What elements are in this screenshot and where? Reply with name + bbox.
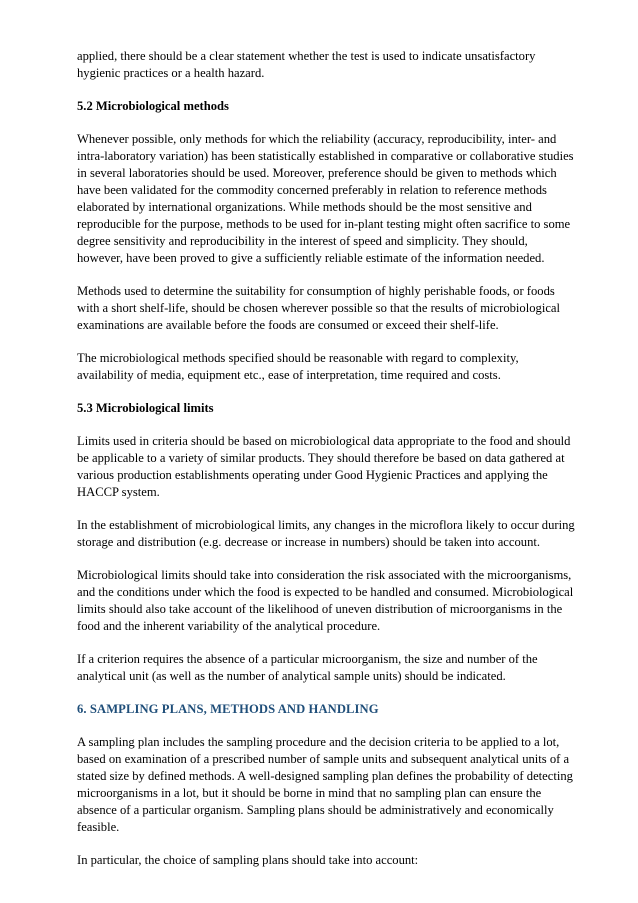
heading-5-2-microbiological-methods: 5.2 Microbiological methods <box>77 99 229 113</box>
paragraph-limits-microflora: In the establishment of microbiological limits, any changes in the microflora likely to occur during storage and distribution (e.g. decrease or increase in numbers) should be taken into account. <box>77 518 575 549</box>
paragraph-methods-reliability: Whenever possible, only methods for which the reliability (accuracy, reproducibility, inter- and intra-laboratory variation) has been statistically established in comparative or collaborative studies in several laboratories should be used. Moreover, preference should be given to methods which have been validated for the commodity concerned preferably in relation to reference methods elaborated by international organizations. While methods should be the most sensitive and reproducible for the purpose, methods to be used for in-plant testing might often sacrifice to some degree sensitivity and reproducibility in the interest of speed and simplicity. They should, however, have been proved to give a sufficiently reliable estimate of the information needed. <box>77 132 574 265</box>
heading-5-3-microbiological-limits: 5.3 Microbiological limits <box>77 401 214 415</box>
paragraph-absence-criterion: If a criterion requires the absence of a particular microorganism, the size and number of the analytical unit (as well as the number of analytical sample units) should be indicated. <box>77 652 538 683</box>
paragraph-sampling-plan-definition: A sampling plan includes the sampling procedure and the decision criteria to be applied to a lot, based on examination of a prescribed number of sample units and subsequent analytical units of a stated size by defined methods. A well-designed sampling plan defines the probability of detecting microorganisms in a lot, but it should be borne in mind that no sampling plan can ensure the absence of a particular organism. Sampling plans should be administratively and economically feasible. <box>77 735 573 834</box>
paragraph-limits-risk: Microbiological limits should take into consideration the risk associated with the microorganisms, and the conditions under which the food is expected to be handled and consumed. Microbiological limits should also take account of the likelihood of uneven distribution of microorganisms in the food and the inherent variability of the analytical procedure. <box>77 568 574 633</box>
paragraph-limits-data: Limits used in criteria should be based on microbiological data appropriate to the food and should be applicable to a variety of similar products. They should therefore be based on data gathered at various production establishments operating under Good Hygienic Practices and applying the HACCP system. <box>77 434 571 499</box>
heading-6-sampling-plans: 6. SAMPLING PLANS, METHODS AND HANDLING <box>77 702 379 716</box>
paragraph-perishable-foods: Methods used to determine the suitability for consumption of highly perishable foods, or foods with a short shelf-life, should be chosen wherever possible so that the results of microbiological examinations are available before the foods are consumed or exceed their shelf-life. <box>77 284 560 332</box>
paragraph-methods-reasonable: The microbiological methods specified should be reasonable with regard to complexity, availability of media, equipment etc., ease of interpretation, time required and costs. <box>77 351 519 382</box>
paragraph-sampling-choice: In particular, the choice of sampling plans should take into account: <box>77 853 419 867</box>
paragraph-intro-continuation: applied, there should be a clear statement whether the test is used to indicate unsatisfactory hygienic practices or a health hazard. <box>77 49 536 80</box>
